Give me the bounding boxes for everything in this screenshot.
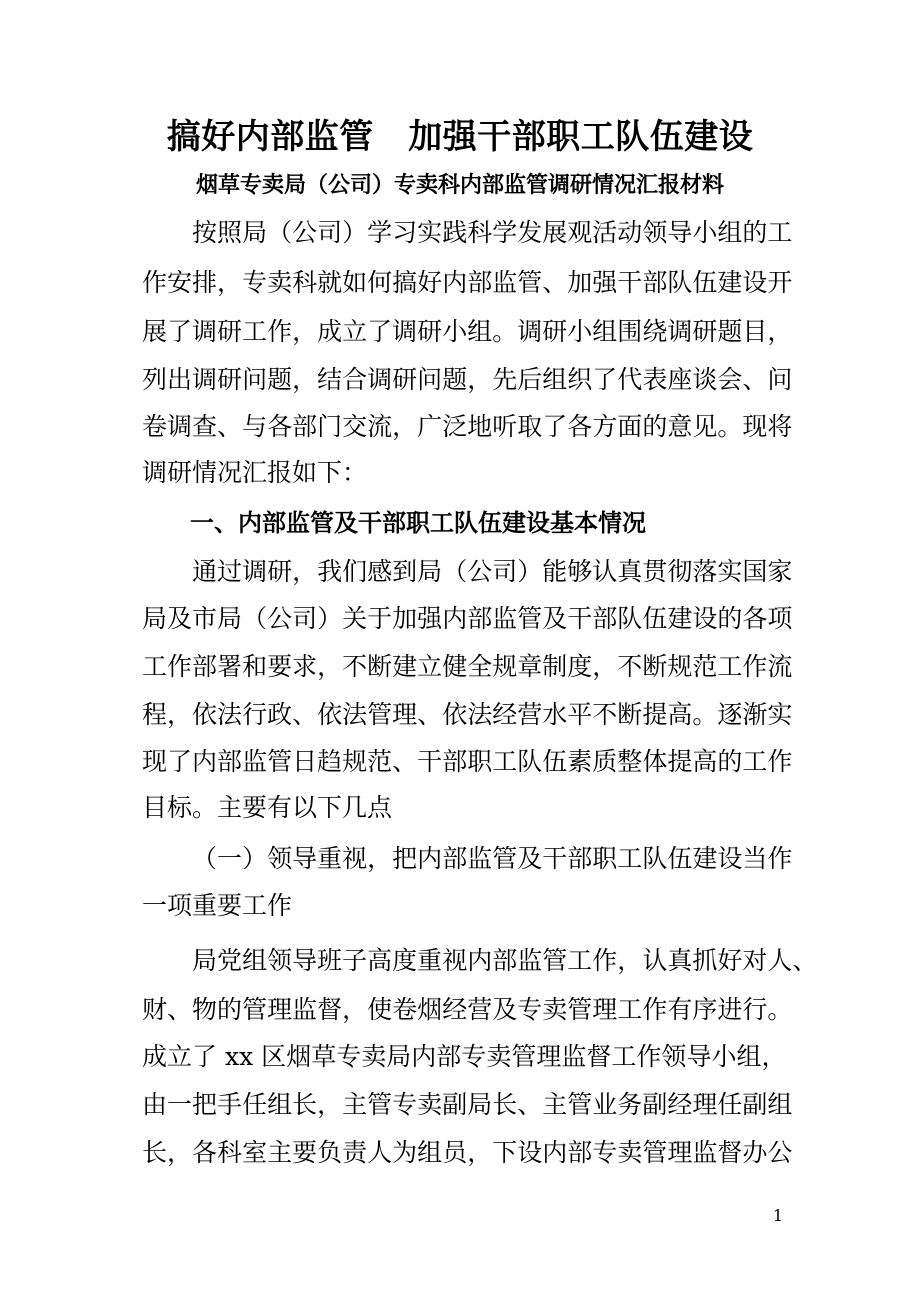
subsection-line: （ 一 ） 领 导 重 视 ， 把 内 部 监 管 及 干 部 职 工 队 伍 建 设 当 作 <box>192 844 793 873</box>
paragraph-line: 展 了 调 研 工 作 ， 成 立 了 调 研 小 组 。 调 研 小 组 围 绕 调 研 题 目 ， <box>142 317 793 346</box>
paragraph-line: 调研情况汇报如下： <box>142 458 368 487</box>
paragraph-line: 作 安 排 ， 专 卖 科 就 如 何 搞 好 内 部 监 管 、 加 强 干 部 队 伍 建 设 开 <box>142 268 793 297</box>
paragraph-line: 通 过 调 研 ， 我 们 感 到 局 （ 公 司 ） 能 够 认 真 贯 彻 落 实 国 家 <box>192 557 793 586</box>
subsection-line: 一项重要工作 <box>142 891 293 920</box>
paragraph-line: 成 立 了 x x 区 烟 草 专 卖 局 内 部 专 卖 管 理 监 督 工 作 领 导 小 组 ， <box>142 1042 787 1071</box>
page-number: 1 <box>772 1206 784 1225</box>
document-subtitle: 烟草专卖局（公司）专卖科内部监管调研情况汇报材料 <box>195 173 724 198</box>
paragraph-line: 工 作 部 署 和 要 求 ， 不 断 建 立 健 全 规 章 制 度 ， 不 断 规 范 工 作 流 <box>142 652 793 681</box>
paragraph-line: 目标。主要有以下几点 <box>142 793 393 822</box>
paragraph-line: 按 照 局 （ 公 司 ） 学 习 实 践 科 学 发 展 观 活 动 领 导 小 组 的 工 <box>192 218 793 247</box>
paragraph-line: 局 党 组 领 导 班 子 高 度 重 视 内 部 监 管 工 作 ， 认 真 抓 好 对 人 、 <box>192 946 818 975</box>
paragraph-line: 卷 调 查 、 与 各 部 门 交 流 ， 广 泛 地 听 取 了 各 方 面 的 意 见 。 现 将 <box>142 412 793 441</box>
paragraph-line: 长 ， 各 科 室 主 要 负 责 人 为 组 员 ， 下 设 内 部 专 卖 管 理 监 督 办 公 <box>142 1138 793 1167</box>
paragraph-line: 由 一 把 手 任 组 长 ， 主 管 专 卖 副 局 长 、 主 管 业 务 副 经 理 任 副 组 <box>142 1090 793 1119</box>
paragraph-line: 程 ， 依 法 行 政 、 依 法 管 理 、 依 法 经 营 水 平 不 断 提 高 。 逐 渐 实 <box>142 700 793 729</box>
document-title: 搞好内部监管 加强干部职工队伍建设 <box>166 117 754 157</box>
section-heading: 一、内部监管及干部职工队伍建设基本情况 <box>142 509 646 537</box>
paragraph-line: 现 了 内 部 监 管 日 趋 规 范 、 干 部 职 工 队 伍 素 质 整 体 提 高 的 工 作 <box>142 747 793 776</box>
paragraph-line: 列 出 调 研 问 题 ， 结 合 调 研 问 题 ， 先 后 组 织 了 代 表 座 谈 会 、 问 <box>142 365 793 394</box>
paragraph-line: 局 及 市 局 （ 公 司 ） 关 于 加 强 内 部 监 管 及 干 部 队 伍 建 设 的 各 项 <box>142 604 793 633</box>
paragraph-line: 财 、 物 的 管 理 监 督 ， 使 卷 烟 经 营 及 专 卖 管 理 工 作 有 序 进 行 。 <box>142 995 793 1024</box>
